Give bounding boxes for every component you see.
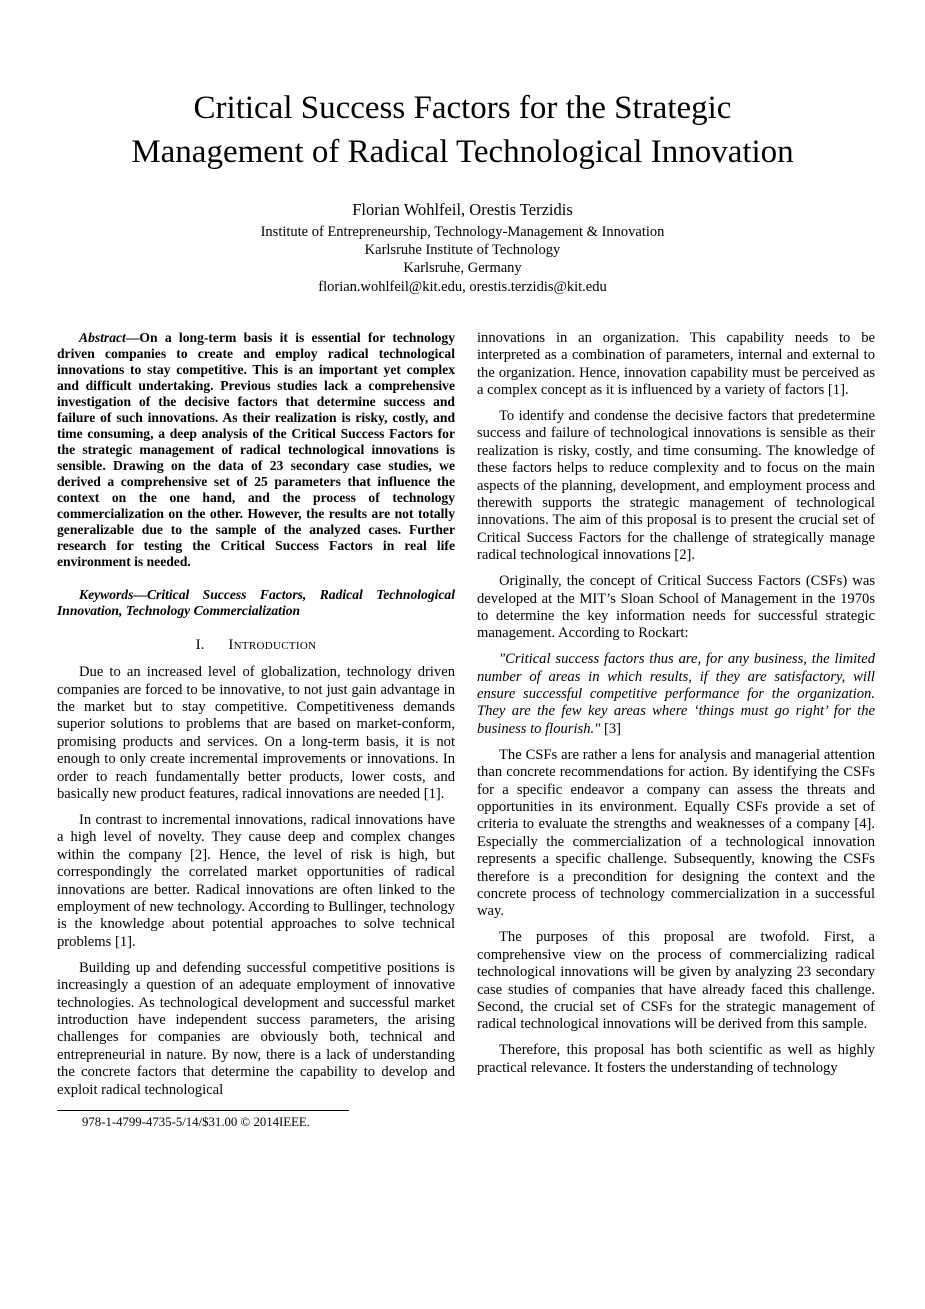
affiliation-university: Karlsruhe Institute of Technology xyxy=(364,242,561,259)
keywords-label: Keywords xyxy=(79,586,134,602)
section-heading-introduction xyxy=(57,637,455,654)
intro-paragraph-6: The CSFs are rather a lens for analysis and managerial attention than concrete recommendations for action. By identifying the CSFs for a specific endeavor a company can assess the threats and opportunities in its environment. Equally CSFs provide a set of criteria to evaluate the strengths and weaknesses of a company [4]. Especially the commercialization of a technological innovation represents a specific challenge. Subsequently, knowing the CSFs therefore is a precondition for designing the context and the concrete process of technology commercialization in a successful way. xyxy=(477,746,875,920)
intro-paragraph-8: Therefore, this proposal has both scientific as well as highly practical relevance. It fosters the understanding of technology xyxy=(477,1042,875,1076)
intro-paragraph-2: In contrast to incremental innovations, radical innovations have a high level of novelty. They cause deep and complex changes within the company [2]. Hence, the level of risk is high, but correspondingly the correlated market opportunities of radical innovations are better. Radical innovations are often linked to the employment of new technology. According to Bullinger, technology is the knowledge about potential approaches to solve technical problems [1]. xyxy=(57,811,455,950)
paper-title-line-1: Critical Success Factors for the Strategic xyxy=(193,90,732,126)
abstract-label: Abstract xyxy=(79,329,126,345)
left-column xyxy=(57,330,455,1108)
section-title: Introduction xyxy=(228,636,317,653)
affiliation-city: Karlsruhe, Germany xyxy=(403,260,522,277)
rockart-quote-text: "Critical success factors thus are, for any business, the limited number of areas in which results, if they are satisfactory, will ensure successful competitive performance for the organization. They are the few key areas where ‘things must go right’ for the business to flourish." xyxy=(477,651,875,737)
intro-paragraph-1: Due to an increased level of globalization, technology driven companies are forced to be innovative, to not just gain advantage in the market but to stay competitive. Competitiveness demands superior solutions to problems that are based on market-conform, promising products and services. On a long-term basis, it is not enough to only create incremental improvements or innovations. In order to reach fundamentally better products, lower costs, and basically new product features, radical innovations are needed [1]. xyxy=(57,664,455,803)
keywords-text: —Critical Success Factors, Radical Technological Innovation, Technology Commercialization xyxy=(57,586,455,618)
intro-paragraph-5: Originally, the concept of Critical Success Factors (CSFs) was developed at the MIT’s Sloan School of Management in the 1970s to determine the key information needs for successful strategic management. According to Rockart: xyxy=(477,573,875,642)
copyright-footnote-text: 978-1-4799-4735-5/14/$31.00 © 2014IEEE. xyxy=(82,1115,310,1129)
affiliation xyxy=(0,223,925,296)
intro-paragraph-3: Building up and defending successful competitive positions is increasingly a question of an adequate employment of innovative technologies. As technological development and successful market introduction have independent success parameters, the arising challenges for companies are obviously both, technical and entrepreneurial in nature. By now, there is a lack of understanding the concrete factors that determine the capability to develop and exploit radical technological xyxy=(57,959,455,1098)
keywords-paragraph xyxy=(57,587,455,619)
intro-paragraph-7: The purposes of this proposal are twofold. First, a comprehensive view on the process of commercializing radical technological innovations will be given by analyzing 23 secondary case studies of companies that have already faced this challenge. Second, the crucial set of CSFs for the strategic management of radical technological innovations will be derived from this sample. xyxy=(477,929,875,1033)
paper-title-line-2: Management of Radical Technological Innovation xyxy=(131,134,794,170)
two-column-body xyxy=(57,330,875,1108)
author-emails: florian.wohlfeil@kit.edu, orestis.terzidis@kit.edu xyxy=(318,278,607,295)
copyright-footnote xyxy=(57,1110,349,1130)
intro-paragraph-3-continuation: innovations in an organization. This capability needs to be interpreted as a combination of parameters, internal and external to the organization. Hence, innovation capability must be perceived as a complex concept as it is influenced by a variety of factors [1]. xyxy=(477,329,875,399)
authors: Florian Wohlfeil, Orestis Terzidis xyxy=(352,200,573,219)
right-column xyxy=(477,330,875,1108)
affiliation-institute: Institute of Entrepreneurship, Technology-Management & Innovation xyxy=(260,224,665,240)
section-number: I. xyxy=(195,636,205,653)
author-block xyxy=(0,200,925,296)
abstract-text: —On a long-term basis it is essential for technology driven companies to create and employ radical technological innovations to stay competitive. This is an important yet complex and difficult undertaking. Previous studies lack a comprehensive investigation of the decisive factors that determine success and failure of such innovations. As their realization is risky, costly, and time consuming, a deep analysis of the Critical Success Factors for the strategic management of radical technological innovations is sensible. Drawing on the data of 23 secondary case studies, we derived a comprehensive set of 25 parameters that influence the context on the one hand, and the process of technology commercialization on the other. However, the results are not totally generalizable due to the sample of the analyzed cases. Further research for testing the Critical Success Factors in real life environment is needed. xyxy=(57,329,455,569)
rockart-quote xyxy=(477,651,875,738)
paper-title xyxy=(0,86,925,174)
intro-paragraph-4: To identify and condense the decisive factors that predetermine success and failure of technological innovations is sensible as their realization is risky, costly, and time consuming. The knowledge of these factors helps to reduce complexity and to focus on the main aspects of the planning, development, and employment process and therewith supports the strategic management of technological innovations. The aim of this proposal is to present the crucial set of Critical Success Factors for the challenge of strategically manage radical technological innovations [2]. xyxy=(477,407,875,564)
rockart-quote-citation: [3] xyxy=(600,720,621,737)
abstract-paragraph xyxy=(57,330,455,570)
